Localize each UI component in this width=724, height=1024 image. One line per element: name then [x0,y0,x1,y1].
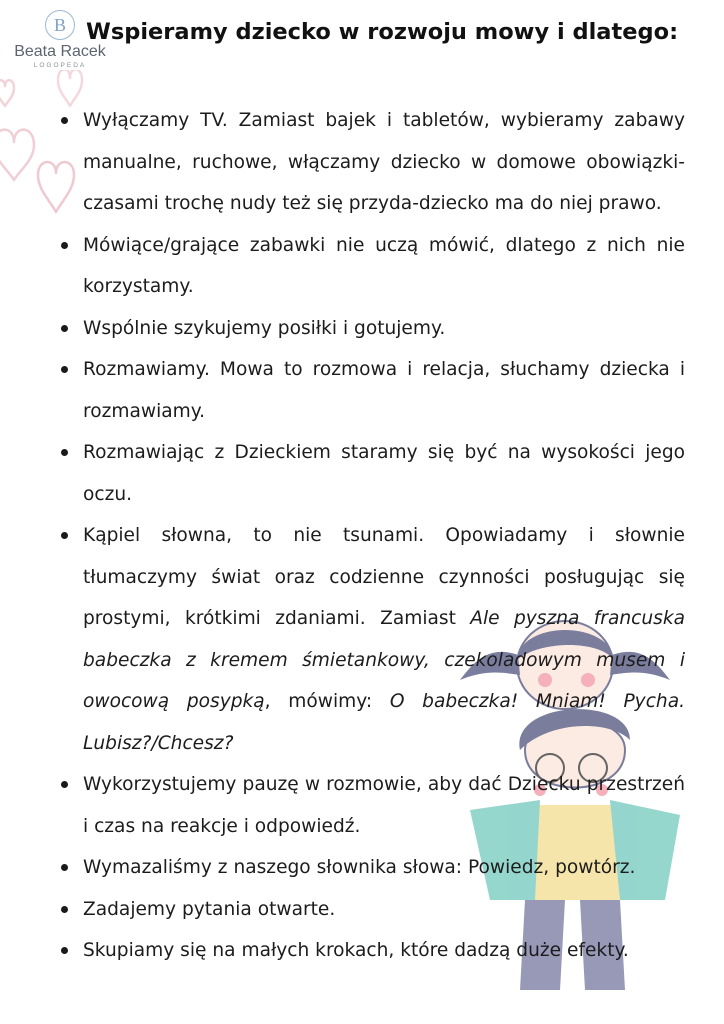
bullet-icon [61,906,68,913]
list-item-text: Skupiamy się na małych krokach, które dadzą duże efekty. [83,940,629,961]
list-item-text: Rozmawiamy. Mowa to rozmowa i relacja, słuchamy dziecka i rozmawiamy. [83,359,685,422]
bullet-icon [61,366,68,373]
list-item-text: Kąpiel słowna, to nie tsunami. Opowiadamy i słownie tłumaczymy świat oraz codzienne czynności posługując się prostymi, krótkimi zdaniami. Zamiast [83,525,685,629]
list-item [58,225,685,308]
list-item-text: Mówiące/grające zabawki nie uczą mówić, dlatego z nich nie korzystamy. [83,234,685,297]
list-item [58,349,685,432]
list-item-text: Zadajemy pytania otwarte. [83,898,336,920]
example-short-sentence: O babeczka! Mniam! Pycha. Lubisz?/Chcesz? [83,691,686,754]
heart-icon [0,130,34,180]
logo-subtitle: LOGOPEDA [33,62,87,69]
list-item [58,515,685,764]
list-item [58,100,685,225]
tips-list [58,100,685,972]
list-item [58,764,685,847]
list-item [58,432,685,515]
list-item [58,308,685,350]
logo-name: Beata Racek [14,43,106,60]
bullet-icon [61,325,68,332]
bullet-icon [61,242,68,249]
list-item-text: Wyłączamy TV. Zamiast bajek i tabletów, wybieramy zabawy manualne, ruchowe, włączamy dziecko w domowe obowiązki- czasami trochę nudy też się przyda-dziecko ma do niej prawo. [83,110,685,214]
bullet-icon [61,947,68,954]
bullet-icon [61,117,68,124]
list-item [58,889,685,931]
heart-icon [0,80,14,106]
list-item-text: Wymazaliśmy z naszego słownika słowa: Powiedz, powtórz. [83,857,636,878]
list-item [58,847,685,889]
list-item-text: Wspólnie szykujemy posiłki i gotujemy. [83,317,446,339]
bullet-icon [61,449,68,456]
bullet-icon [61,781,68,788]
logo-monogram-icon: B [45,10,75,40]
list-item-text: , mówimy: [264,691,390,712]
list-item-text: Wykorzystujemy pauzę w rozmowie, aby dać Dziecku przestrzeń i czas na reakcje i odpowiedź. [83,774,685,837]
bullet-icon [61,532,68,539]
list-item-text: Rozmawiając z Dzieckiem staramy się być na wysokości jego oczu. [83,442,685,505]
bullet-icon [61,864,68,871]
example-long-sentence: Ale pyszna francuska babeczka z kremem śmietankowy, czekoladowym musem i owocową posypką [83,608,685,712]
list-item [58,930,685,972]
page-title: Wspieramy dziecko w rozwoju mowy i dlatego: [86,19,679,45]
